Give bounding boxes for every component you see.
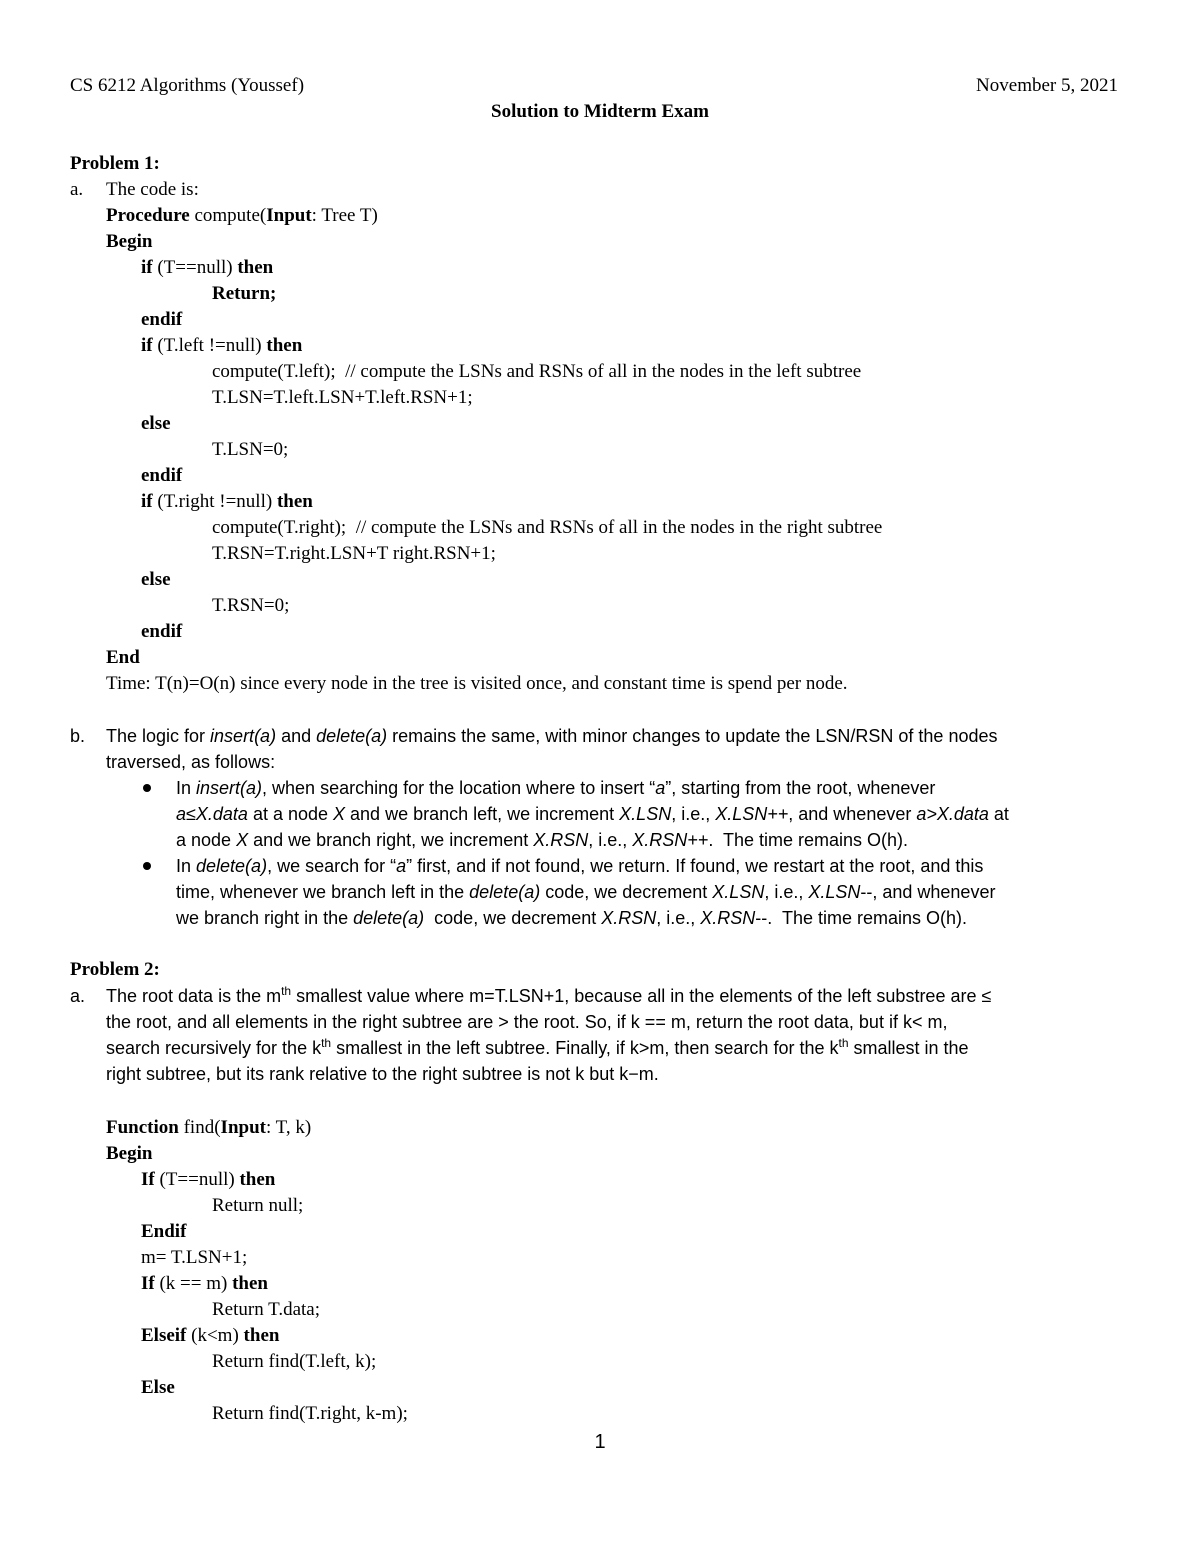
paragraph-line: In delete(a), we search for “a” first, and if not found, we return. If found, we restart at the root, and this [176, 856, 984, 876]
problem-1-heading: Problem 1: [70, 153, 160, 174]
list-marker: a. [70, 179, 84, 200]
code-line: Else [141, 1377, 175, 1398]
code-line: T.LSN=0; [212, 439, 289, 460]
code-end: End [106, 647, 140, 668]
code-line: T.RSN=T.right.LSN+T right.RSN+1; [212, 543, 496, 564]
paragraph-line: the root, and all elements in the right subtree are > the root. So, if k == m, return the root data, but if k< m, [106, 1012, 948, 1032]
procedure-signature: Procedure compute(Input: Tree T) [106, 205, 378, 226]
paragraph-line: right subtree, but its rank relative to the right subtree is not k but k−m. [106, 1064, 659, 1084]
bullet-icon [143, 862, 151, 870]
code-line: Endif [141, 1221, 187, 1242]
code-line: T.LSN=T.left.LSN+T.left.RSN+1; [212, 387, 473, 408]
page-title: Solution to Midterm Exam [491, 101, 709, 122]
code-line: T.RSN=0; [212, 595, 290, 616]
paragraph-line: time, whenever we branch left in the delete(a) code, we decrement X.LSN, i.e., X.LSN--, and whenever [176, 882, 996, 902]
code-line: Return null; [212, 1195, 304, 1216]
code-line: else [141, 413, 171, 434]
code-line: Return find(T.left, k); [212, 1351, 377, 1372]
exam-date: November 5, 2021 [976, 75, 1118, 96]
code-line: Return find(T.right, k-m); [212, 1403, 408, 1424]
problem-2-heading: Problem 2: [70, 959, 160, 980]
paragraph-line: we branch right in the delete(a) code, we decrement X.RSN, i.e., X.RSN--. The time remains O(h). [176, 908, 968, 928]
code-line: compute(T.left); // compute the LSNs and RSNs of all in the nodes in the left subtree [212, 361, 862, 382]
paragraph-line: a node X and we branch right, we increment X.RSN, i.e., X.RSN++. The time remains O(h). [176, 830, 909, 850]
bullet-icon [143, 784, 151, 792]
code-line: endif [141, 309, 183, 330]
code-begin: Begin [106, 231, 153, 252]
code-line: If (T==null) then [141, 1169, 276, 1190]
code-line: Return T.data; [212, 1299, 320, 1320]
code-line: if (T.left !=null) then [141, 335, 303, 356]
code-line: if (T==null) then [141, 257, 274, 278]
code-intro: The code is: [106, 179, 199, 200]
function-signature: Function find(Input: T, k) [106, 1117, 312, 1138]
code-line: else [141, 569, 171, 590]
code-line: Elseif (k<m) then [141, 1325, 280, 1346]
code-begin: Begin [106, 1143, 153, 1164]
list-marker: a. [70, 986, 86, 1006]
paragraph-line: The logic for insert(a) and delete(a) remains the same, with minor changes to update the LSN/RSN of the nodes [106, 726, 998, 746]
code-line: endif [141, 621, 183, 642]
code-line: If (k == m) then [141, 1273, 269, 1294]
code-line: Return; [212, 283, 277, 304]
time-complexity: Time: T(n)=O(n) since every node in the tree is visited once, and constant time is spend per node. [106, 673, 848, 694]
page-number: 1 [594, 1431, 606, 1453]
code-line: compute(T.right); // compute the LSNs and RSNs of all in the nodes in the right subtree [212, 517, 883, 538]
course-title: CS 6212 Algorithms (Youssef) [70, 75, 305, 96]
list-marker: b. [70, 726, 86, 746]
paragraph-line: traversed, as follows: [106, 752, 276, 772]
code-line: m= T.LSN+1; [141, 1247, 248, 1268]
paragraph-line: In insert(a), when searching for the location where to insert “a”, starting from the root, whenever [176, 778, 936, 798]
paragraph-line: search recursively for the $k^{th}$ smallest in the left subtree. Finally, if k>m, then search for the $k^{th}$ smallest in the [106, 1036, 969, 1058]
paragraph-line: The root data is the $m^{th}$ smallest value where m=T.LSN+1, because all in the elements of the left substree are ≤ [106, 984, 992, 1006]
code-line: endif [141, 465, 183, 486]
code-line: if (T.right !=null) then [141, 491, 313, 512]
paragraph-line: a≤X.data at a node X and we branch left, we increment X.LSN, i.e., X.LSN++, and whenever a>X.data at [176, 804, 1009, 824]
